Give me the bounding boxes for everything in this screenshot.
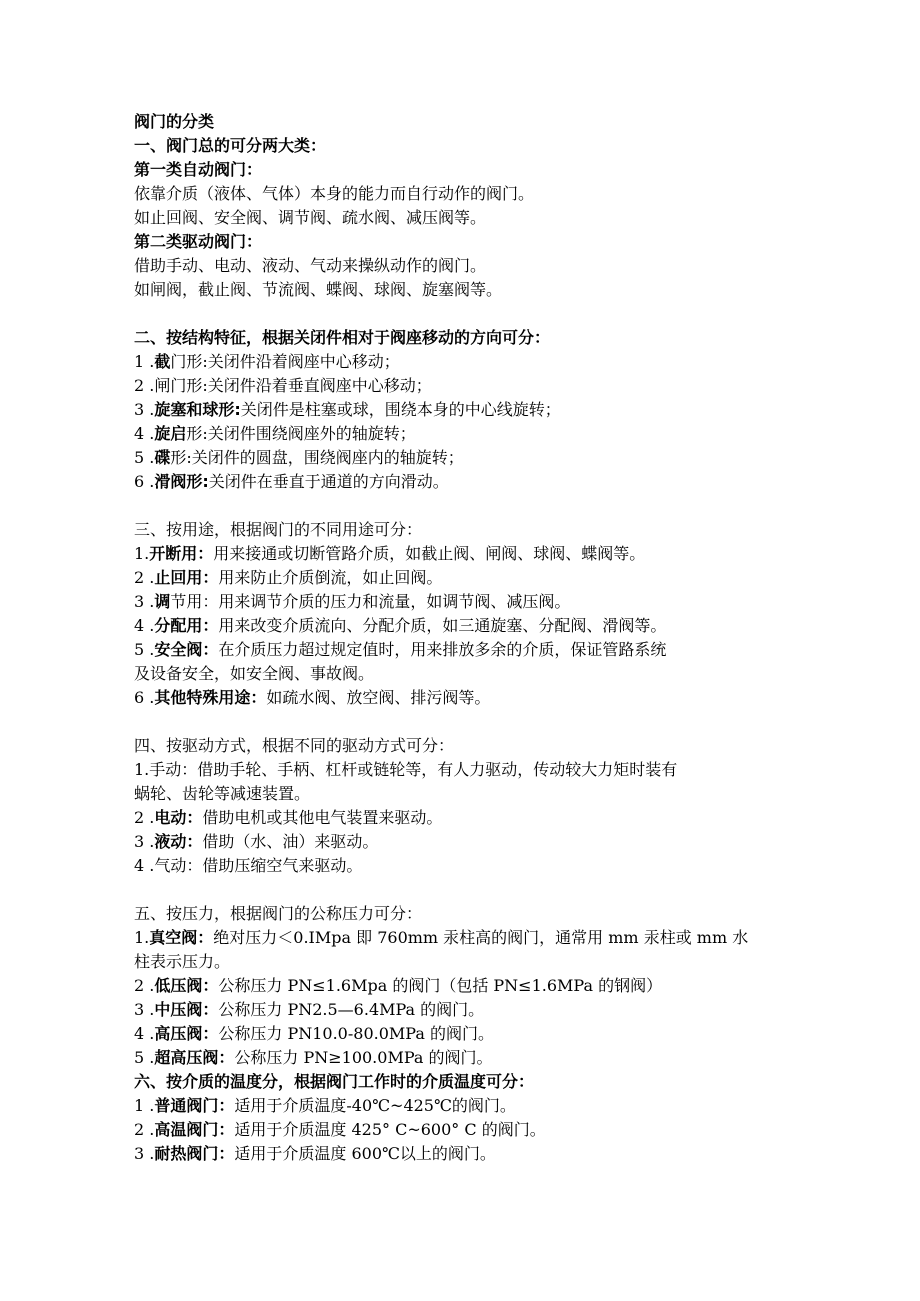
list-item [134, 590, 784, 614]
item-number: 4 . [134, 616, 155, 635]
item-number: 3 . [134, 400, 155, 419]
document-title: 阀门的分类 [134, 112, 215, 131]
list-item [134, 638, 784, 662]
item-text: 借助（水、油）来驱动。 [202, 832, 379, 851]
item-text: 形:关闭件围绕阀座外的轴旋转； [186, 424, 416, 443]
item-text: 适用于介质温度 600℃以上的阀门。 [234, 1144, 496, 1163]
item-term: 截 [154, 352, 171, 371]
item-term: 分配用： [154, 616, 219, 635]
type-1-heading: 第一类自动阀门： [134, 160, 263, 179]
section-5-heading: 五、按压力，根据阀门的公称压力可分： [134, 904, 423, 923]
item-term: 旋启 [154, 424, 187, 443]
item-number: 5 . [134, 448, 155, 467]
section-6-list [134, 1094, 784, 1166]
item-number: 6 . [134, 472, 155, 491]
section-2-heading: 二、按结构特征，根据关闭件相对于阀座移动的方向可分： [134, 328, 551, 347]
spacer [134, 878, 784, 902]
item-text: 节用：用来调节介质的压力和流量，如调节阀、减压阀。 [170, 592, 571, 611]
section-1-heading: 一、阀门总的可分两大类： [134, 136, 327, 155]
item-term: 旋塞和球形: [154, 400, 241, 419]
list-item [134, 926, 784, 950]
item-number: 4 . [134, 856, 155, 875]
item-text: 及设备安全，如安全阀、事故阀。 [134, 664, 375, 683]
section-4-list [134, 758, 784, 878]
list-item [134, 950, 784, 974]
item-term: 液动： [154, 832, 203, 851]
item-term: 开断用： [149, 544, 214, 563]
type-2-line: 借助手动、电动、液动、气动来操纵动作的阀门。 [134, 256, 487, 275]
item-term: 超高压阀： [154, 1048, 235, 1067]
item-text: 形:关闭件的圆盘，围绕阀座内的轴旋转； [170, 448, 464, 467]
list-item [134, 350, 784, 374]
item-text: 公称压力 PN10.0-80.0MPa 的阀门。 [218, 1024, 494, 1043]
item-number: 1. [134, 928, 150, 947]
item-text: 蜗轮、齿轮等减速装置。 [134, 784, 311, 803]
list-item [134, 1046, 784, 1070]
item-number: 5 . [134, 1048, 155, 1067]
spacer [134, 302, 784, 326]
item-term: 调 [154, 592, 171, 611]
section-4-heading: 四、按驱动方式，根据不同的驱动方式可分： [134, 736, 455, 755]
document-body [134, 110, 784, 1166]
item-text: 柱表示压力。 [134, 952, 231, 971]
item-number: 1. [134, 760, 150, 779]
item-text: 公称压力 PN≤1.6Mpa 的阀门（包括 PN≤1.6MPa 的钢阀） [218, 976, 663, 995]
list-item [134, 470, 784, 494]
list-item [134, 566, 784, 590]
type-1-line: 如止回阀、安全阀、调节阀、疏水阀、减压阀等。 [134, 208, 487, 227]
item-text: 闸门形:关闭件沿着垂直阀座中心移动； [154, 376, 432, 395]
item-term: 低压阀： [154, 976, 219, 995]
item-number: 2 . [134, 976, 155, 995]
list-item [134, 782, 784, 806]
list-item [134, 806, 784, 830]
item-text: 适用于介质温度 425° C~600° C 的阀门。 [234, 1120, 546, 1139]
item-term: 其他特殊用途： [154, 688, 267, 707]
list-item [134, 686, 784, 710]
item-term: 普通阀门： [154, 1096, 235, 1115]
item-number: 3 . [134, 1144, 155, 1163]
list-item [134, 1022, 784, 1046]
item-term: 真空阀： [149, 928, 214, 947]
item-text: 关闭件是柱塞或球，围绕本身的中心线旋转； [240, 400, 561, 419]
list-item [134, 998, 784, 1022]
section-6-heading: 六、按介质的温度分，根据阀门工作时的介质温度可分： [134, 1072, 535, 1091]
item-text: 门形:关闭件沿着阀座中心移动； [170, 352, 400, 371]
item-term: 安全阀： [154, 640, 219, 659]
item-number: 2 . [134, 376, 155, 395]
item-term: 耐热阀门： [154, 1144, 235, 1163]
item-number: 4 . [134, 1024, 155, 1043]
item-text: 用来改变介质流向、分配介质，如三通旋塞、分配阀、滑阀等。 [218, 616, 667, 635]
list-item [134, 1094, 784, 1118]
list-item [134, 830, 784, 854]
item-text: 用来接通或切断管路介质，如截止阀、闸阀、球阀、蝶阀等。 [213, 544, 646, 563]
item-term: 碟 [154, 448, 171, 467]
section-2-list [134, 350, 784, 494]
list-item [134, 1118, 784, 1142]
item-text: 用来防止介质倒流，如止回阀。 [218, 568, 443, 587]
list-item [134, 422, 784, 446]
item-term: 止回用： [154, 568, 219, 587]
item-number: 6 . [134, 688, 155, 707]
list-item [134, 758, 784, 782]
item-number: 1. [134, 544, 150, 563]
item-text: 如疏水阀、放空阀、排污阀等。 [266, 688, 491, 707]
section-5-list [134, 926, 784, 1070]
section-3-heading: 三、按用途，根据阀门的不同用途可分： [134, 520, 423, 539]
item-term: 高压阀： [154, 1024, 219, 1043]
type-1-line: 依靠介质（液体、气体）本身的能力而自行动作的阀门。 [134, 184, 535, 203]
list-item [134, 446, 784, 470]
list-item [134, 398, 784, 422]
item-text: 关闭件在垂直于通道的方向滑动。 [208, 472, 449, 491]
spacer [134, 494, 784, 518]
item-text: 手动：借助手轮、手柄、杠杆或链轮等，有人力驱动，传动较大力矩时装有 [149, 760, 678, 779]
type-2-heading: 第二类驱动阀门： [134, 232, 263, 251]
list-item [134, 542, 784, 566]
item-text: 公称压力 PN2.5—6.4MPa 的阀门。 [218, 1000, 485, 1019]
list-item [134, 614, 784, 638]
item-text: 在介质压力超过规定值时，用来排放多余的介质，保证管路系统 [218, 640, 667, 659]
list-item [134, 662, 784, 686]
list-item [134, 1142, 784, 1166]
item-number: 2 . [134, 568, 155, 587]
item-number: 1 . [134, 352, 155, 371]
item-number: 3 . [134, 832, 155, 851]
section-3-list [134, 542, 784, 710]
item-number: 3 . [134, 592, 155, 611]
type-2-line: 如闸阀，截止阀、节流阀、蝶阀、球阀、旋塞阀等。 [134, 280, 503, 299]
item-number: 1 . [134, 1096, 155, 1115]
item-term: 高温阀门： [154, 1120, 235, 1139]
item-text: 借助电机或其他电气装置来驱动。 [202, 808, 443, 827]
list-item [134, 374, 784, 398]
item-text: 气动：借助压缩空气来驱动。 [154, 856, 363, 875]
item-number: 4 . [134, 424, 155, 443]
spacer [134, 710, 784, 734]
item-number: 2 . [134, 1120, 155, 1139]
item-text: 绝对压力＜0.IMpa 即 760mm 汞柱高的阀门，通常用 mm 汞柱或 mm 水 [213, 928, 749, 947]
list-item [134, 974, 784, 998]
item-number: 5 . [134, 640, 155, 659]
item-term: 电动： [154, 808, 203, 827]
item-number: 3 . [134, 1000, 155, 1019]
item-text: 公称压力 PN≥100.0MPa 的阀门。 [234, 1048, 493, 1067]
item-text: 适用于介质温度-40℃~425℃的阀门。 [234, 1096, 516, 1115]
item-number: 2 . [134, 808, 155, 827]
list-item [134, 854, 784, 878]
item-term: 滑阀形: [154, 472, 209, 491]
item-term: 中压阀： [154, 1000, 219, 1019]
